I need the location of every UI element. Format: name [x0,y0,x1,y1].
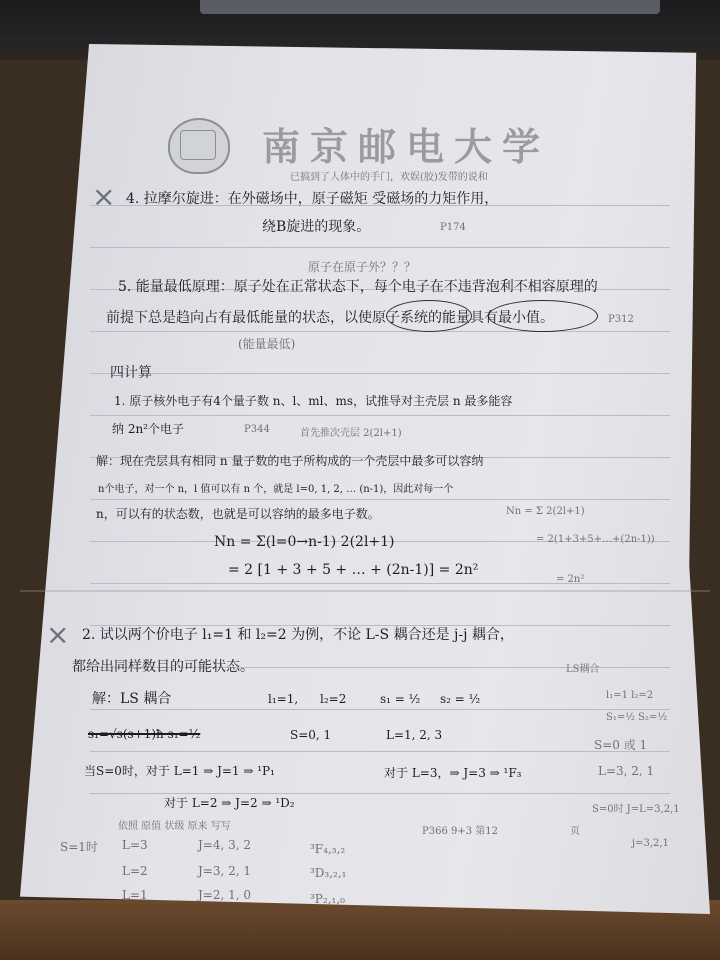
pencil-row-c: J=2, 1, 0 [198,888,252,902]
item5-line1: 5. 能量最低原理：原子处在正常状态下，每个电子在不违背泡利不相容原理的 [118,279,598,295]
solution2-s1: s₁ = ½ [380,692,421,706]
side-formula-3: = 2n² [556,574,585,585]
ruled-line [90,499,670,500]
item5-note: 原子在原子外？？？ [308,260,417,274]
circled-annotation [488,300,598,332]
right-margin-note: S=0时 J=L=3,2,1 [592,804,680,815]
calc1-page-ref: P344 [244,424,270,435]
item4-line2: 绕B旋进的现象。 [262,219,371,235]
solution1-line3: n，可以有的状态数，也就是可以容纳的最多电子数。 [96,507,380,521]
solution1-line2: n个电子，对一个 n，l 值可以有 n 个，就是 l=0, 1, 2, … (n-1)，因此对每一个 [98,484,454,495]
section-calculation-title: 四计算 [110,365,152,381]
right-margin-note: S=0 或 1 [594,738,648,752]
pencil-row-d: ³D₃,₂,₁ [310,866,347,880]
calc2-line1: 2. 试以两个价电子 l₁=1 和 l₂=2 为例，不论 L-S 耦合还是 j-j 耦合， [82,627,514,643]
item5-pencil-note: (能量最低) [238,337,296,351]
formula-result: = 2 [1 + 3 + 5 + … + (2n-1)] = 2n² [228,562,479,578]
solution2-total-orbital: L=1, 2, 3 [386,728,443,742]
right-margin-note: L=3, 2, 1 [598,764,655,778]
pencil-page-note-tail: 页 [570,826,580,837]
university-header: 南京邮电大学 [262,124,551,169]
right-margin-note: S₁=½ S₂=½ [606,712,668,723]
calc1-line1: 1. 原子核外电子有4个量子数 n、l、ml、ms，试推导对主壳层 n 最多能容 [114,394,513,408]
pencil-row-c: J=4, 3, 2 [198,838,252,852]
pencil-row-a: S=1时 [60,840,98,854]
solution2-case-l3: 对于 L=3，⇒ J=3 ⇒ ¹F₃ [384,766,522,780]
pencil-row-d: ³F₄,₃,₂ [310,842,346,856]
circled-annotation [386,300,472,332]
right-margin-note: l₁=1 l₂=2 [606,690,654,701]
right-margin-note: j=3,2,1 [632,838,669,849]
pencil-row-header: 依照 原值 状级 原来 写写 [118,821,231,832]
pencil-row-d: ³P₂,₁,₀ [310,892,345,906]
seal-shield-icon [180,130,216,160]
ruled-line [90,373,670,374]
ruled-line [90,247,670,248]
ruled-line [90,709,670,710]
pencil-row-b: L=3 [122,838,148,852]
calc1-hint: 首先推次壳层 2(2l+1) [300,428,402,439]
ruled-line [90,331,670,332]
calc2-line2: 都给出同样数目的可能状态。 [72,659,254,675]
calc1-line2: 纳 2n²个电子 [112,422,184,436]
side-formula-1: Nn = Σ 2(2l+1) [506,506,585,517]
pencil-row-b: L=1 [122,888,148,902]
item4-page-ref: P174 [440,222,466,233]
pencil-page-note: P366 9+3 第12 [422,826,499,837]
solution2-label: 解：LS 耦合 [92,691,172,707]
solution2-s2: s₂ = ½ [440,692,481,706]
solution2-struck-line: s₁=√s(s+1)ħ s₁=½ [88,727,201,741]
solution1-line1: 解：现在壳层具有相同 n 量子数的电子所构成的一个壳层中最多可以容纳 [96,454,484,468]
formula-sum: Nn = Σ(l=0→n-1) 2(2l+1) [214,534,395,550]
solution2-l2: l₂=2 [320,692,347,706]
solution2-l1: l₁=1, [268,692,299,706]
cross-mark-icon: × [92,180,116,213]
solution2-total-spin: S=0, 1 [290,728,332,742]
solution2-case-l2: 对于 L=2 ⇒ J=2 ⇒ ¹D₂ [164,796,295,810]
item4-line1: 4. 拉摩尔旋进：在外磁场中，原子磁矩 受磁场的力矩作用， [126,191,499,207]
paper-fold-crease [20,590,710,592]
header-note: 已搞到了人体中的手门，欢娱(胶)发带的说和 [290,172,488,183]
ruled-line [90,751,670,752]
calc2-tag: LS耦合 [566,664,600,675]
item5-line2: 前提下总是趋向占有最低能量的状态，以使原子系统的能量具有最小值。 [106,310,554,326]
side-formula-2: = 2(1+3+5+…+(2n-1)) [536,534,655,545]
pencil-row-c: J=3, 2, 1 [198,864,252,878]
solution2-case-s0: 当S=0时，对于 L=1 ⇒ J=1 ⇒ ¹P₁ [84,764,275,778]
cross-mark-icon: × [46,618,70,651]
keyboard-edge [200,0,660,14]
item5-page-ref: P312 [608,314,634,325]
university-seal-icon [168,118,230,174]
ruled-line [90,415,670,416]
pencil-row-b: L=2 [122,864,148,878]
